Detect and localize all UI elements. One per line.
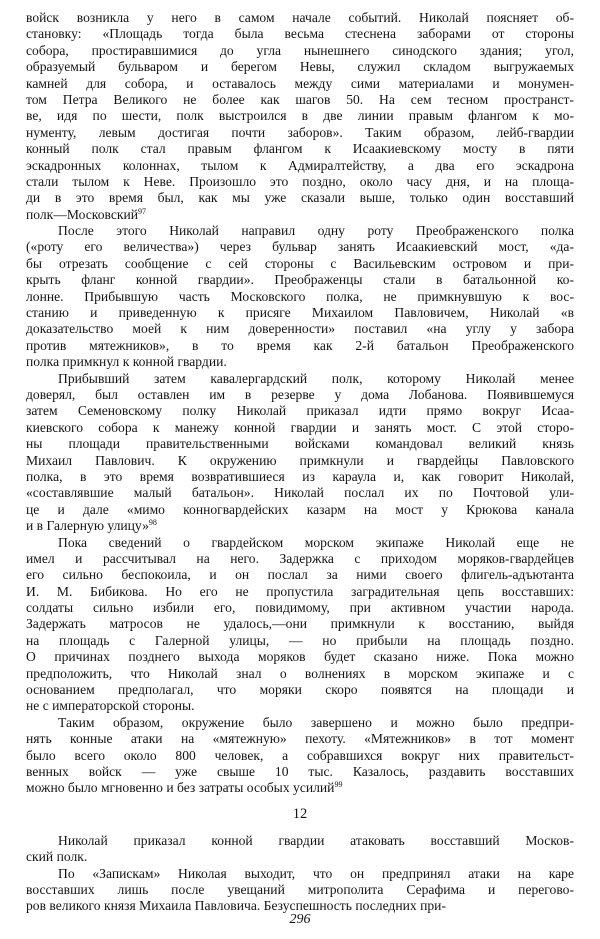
text-line: ны площади правительственными войсками командовал великий князь	[26, 436, 574, 452]
text-line: О причинах позднего выхода моряков будет сказано ниже. Пока можно	[26, 649, 574, 665]
text-line: основанием предполагал, что моряки скоро появятся на площади и	[26, 682, 574, 698]
text-line: камней для собора, и оставалось между сими материалами и монумен-	[26, 75, 574, 91]
text-line: стали тылом к Неве. Произошло это поздно, около часу дня, и на площа-	[26, 173, 574, 189]
text-line: полк—Московский$^{97}$	[26, 206, 147, 222]
text-line: Таким образом, окружение было завершено и можно было предпри-	[58, 714, 574, 730]
paragraph	[26, 866, 574, 915]
text-line: Михаил Павлович. К окружению примкнули и гвардейцы Павловского	[26, 452, 574, 468]
section-number: 12	[292, 805, 308, 822]
text-line: ров великого князя Михаила Павловича. Безуспешность последних при-	[26, 898, 446, 914]
text-line: ди в это время был, как мы уже сказали выше, только один восставший	[26, 190, 574, 206]
text-line: бы отрезать сообщение с сей стороны с Васильевским островом и при-	[26, 255, 574, 271]
text-line: венных войск — уже свыше 10 тыс. Казалось, раздавить восставших	[26, 763, 574, 779]
text-line: Прибывший затем кавалергардский полк, которому Николай менее	[58, 370, 574, 386]
text-line: собора, простиравшимися до угла нынешнего синодского здания; угол,	[26, 42, 574, 58]
text-line: было всего около 800 человек, а собравшихся вокруг них правительст-	[26, 747, 574, 763]
text-line: И. М. Бибикова. Но его не пропустила заградительная цепь восставших:	[26, 583, 574, 599]
text-line: восставших лишь после увещаний митрополита Серафима и перегово-	[26, 881, 574, 897]
text-line: полка примкнул к конной гвардии.	[26, 354, 227, 370]
text-line: ве, идя по шести, полк выстроился в две линии правым флангом к мо-	[26, 108, 574, 124]
text-line: предположить, что Николай знал о волнениях в морском экипаже и с	[26, 665, 574, 681]
text-line: войск возникла у него в самом начале событий. Николай поясняет об-	[26, 10, 574, 25]
text-line: нументу, левым достигая почти заборов». Таким образом, лейб-гвардии	[26, 124, 574, 140]
text-line: образуемый бульваром и берегом Невы, служил складом выгружаемых	[26, 59, 574, 75]
page-number: 296	[289, 912, 311, 927]
text-line: доверял, был оставлен им в резерве у дома Лобанова. Появившемуся	[26, 386, 574, 402]
footnote-marker: 97	[138, 206, 147, 216]
text-line: его сильно беспокоила, и он послал за ними своего флигель-адъютанта	[26, 567, 574, 583]
paragraph	[26, 371, 574, 535]
text-line: станию и приведенную к присяге Михаилом Павловичем, Николай «в	[26, 305, 574, 321]
text-line: нять конные атаки на «мятежную» пехоту. «Мятежников» в тот момент	[26, 731, 574, 747]
text-line: имел и рассчитывал на него. Задержка с приходом моряков-гвардейцев	[26, 550, 574, 566]
text-line: После этого Николай направил одну роту Преображенского полка	[58, 223, 574, 239]
text-line: Николай приказал конной гвардии атаковать восставший Москов-	[58, 832, 574, 848]
text-line: против мятежников», в то время как 2-й батальон Преображенского	[26, 337, 574, 353]
paragraph	[26, 535, 574, 715]
text-line: конный полк стал правым флангом к Исаакиевскому мосту в пяти	[26, 141, 574, 157]
text-body-after-section	[26, 833, 574, 915]
text-line: киевского собора к манежу конной гвардии и занять мост. С этой сторо-	[26, 419, 574, 435]
footnote-marker: 99	[334, 780, 343, 790]
text-line: ский полк.	[26, 849, 88, 865]
text-line: («роту его величества») через бульвар занять Исаакиевский мост, «да-	[26, 239, 574, 255]
book-page	[26, 10, 574, 935]
paragraph	[26, 10, 574, 223]
text-line: и в Галерную улицу»$^{98}$	[26, 518, 157, 534]
text-line: не с императорской стороны.	[26, 698, 195, 714]
text-line: «составлявшие малый батальон». Николай послал их по Почтовой ули-	[26, 485, 574, 501]
text-line: лонне. Прибывшую часть Московского полка, не примкнувшую к вос-	[26, 288, 574, 304]
text-line: солдаты сильно избили его, повидимому, при активном участии народа.	[26, 600, 574, 616]
text-line: на площадь с Галерной улицы, — но прибыли на площадь поздно.	[26, 632, 574, 648]
text-line: крыть фланг конной гвардии». Преображенцы стали в батальонной ко-	[26, 272, 574, 288]
paragraph	[26, 715, 574, 797]
text-line: Задержать матросов не удалось,—они примкнули к восстанию, выйдя	[26, 616, 574, 632]
text-line: затем Семеновскому полку Николай приказал идти прямо вокруг Исаа-	[26, 403, 574, 419]
text-line: становку: «Площадь тогда была весьма стеснена заборами от стороны	[26, 26, 574, 42]
text-body-before-section	[26, 10, 574, 797]
text-line: По «Запискам» Николая выходит, что он предпринял атаки на каре	[58, 865, 574, 881]
text-line: том Петра Великого не более как шагов 50. На сем тесном пространст-	[26, 91, 574, 107]
text-line: эскадронных колоннах, тылом к Адмиралтейству, а два его эскадрона	[26, 157, 574, 173]
text-line: це и дале «мимо конногвардейских казарм на мост у Крюкова канала	[26, 501, 574, 517]
paragraph	[26, 223, 574, 371]
text-line: можно было мгновенно и без затраты особых усилий$^{99}$	[26, 780, 343, 796]
paragraph	[26, 833, 574, 866]
text-line: полка, в это время возвратившиеся из караула и, как говорит Николай,	[26, 468, 574, 484]
text-line: доказательство моей к ним доверенности» поставил «на углу у забора	[26, 321, 574, 337]
footnote-marker: 98	[148, 518, 157, 528]
text-line: Пока сведений о гвардейском морском экипаже Николай еще не	[58, 534, 574, 550]
